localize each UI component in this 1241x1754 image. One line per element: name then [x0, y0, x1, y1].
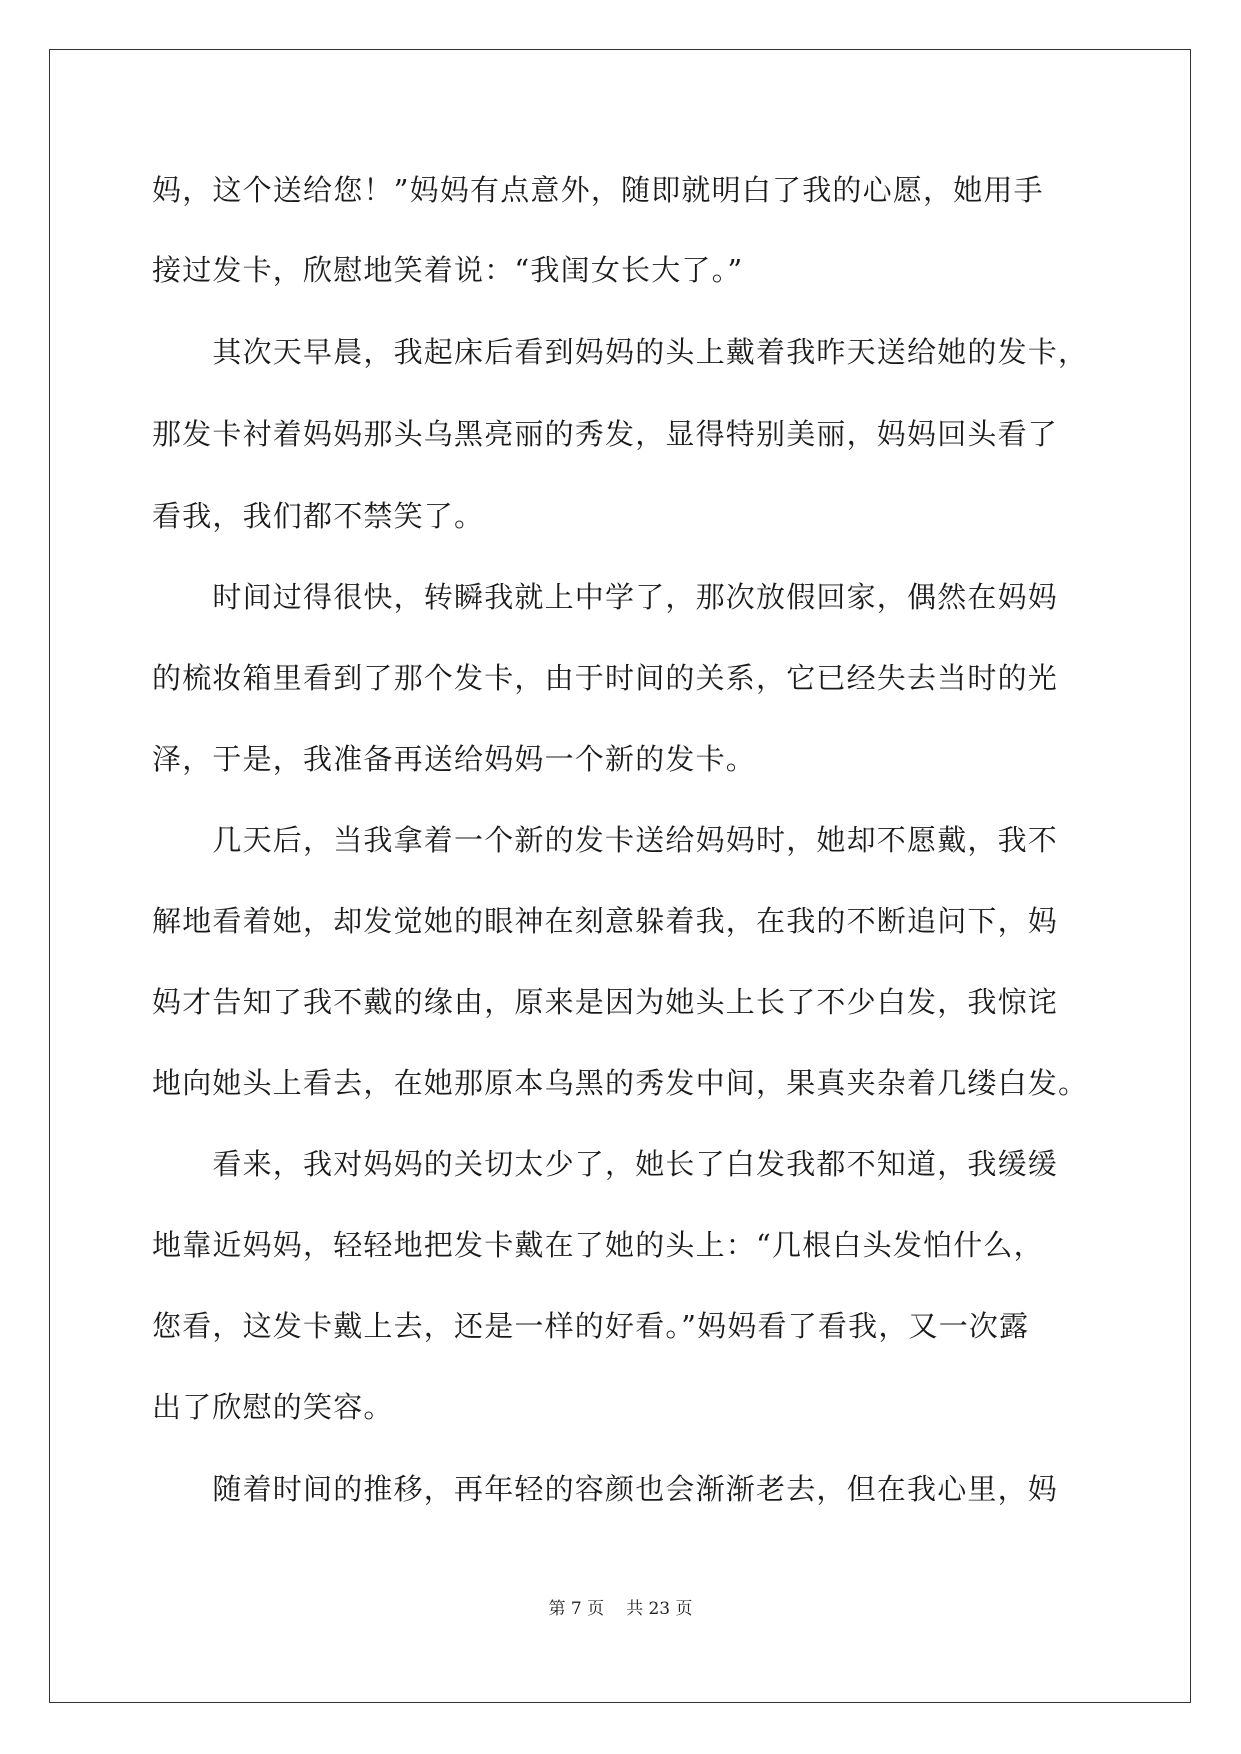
text-line: 随着时间的推移，再年轻的容颜也会渐渐老去，但在我心里，妈 — [152, 1472, 1059, 1506]
text-line: 的梳妆箱里看到了那个发卡，由于时间的关系，它已经失去当时的光 — [152, 661, 1059, 695]
text-line: 接过发卡，欣慰地笑着说：“我闺女长大了。” — [152, 253, 744, 287]
text-line: 看我，我们都不禁笑了。 — [152, 499, 485, 533]
text-line: 那发卡衬着妈妈那头乌黑亮丽的秀发，显得特别美丽，妈妈回头看了 — [152, 417, 1059, 451]
text-line: 地向她头上看去，在她那原本乌黑的秀发中间，果真夹杂着几缕白发。 — [152, 1066, 1089, 1100]
page-border — [49, 49, 1191, 1703]
text-line: 看来，我对妈妈的关切太少了，她长了白发我都不知道，我缓缓 — [152, 1147, 1059, 1181]
text-line: 妈，这个送给您！”妈妈有点意外，随即就明白了我的心愿，她用手 — [152, 173, 1044, 207]
text-line: 出了欣慰的笑容。 — [152, 1390, 394, 1424]
text-line: 其次天早晨，我起床后看到妈妈的头上戴着我昨天送给她的发卡， — [152, 335, 1089, 369]
text-line: 地靠近妈妈，轻轻地把发卡戴在了她的头上：“几根白头发怕什么， — [152, 1228, 1044, 1262]
text-line: 时间过得很快，转瞬我就上中学了，那次放假回家，偶然在妈妈 — [152, 580, 1059, 614]
page-total: 共 23 页 — [626, 1599, 693, 1619]
page-number: 第 7 页 — [548, 1599, 605, 1619]
text-line: 几天后，当我拿着一个新的发卡送给妈妈时，她却不愿戴，我不 — [152, 823, 1059, 857]
page-footer — [0, 1597, 1241, 1621]
text-line: 泽，于是，我准备再送给妈妈一个新的发卡。 — [152, 742, 757, 776]
text-line: 您看，这发卡戴上去，还是一样的好看。”妈妈看了看我，又一次露 — [152, 1309, 1030, 1343]
text-line: 妈才告知了我不戴的缘由，原来是因为她头上长了不少白发，我惊诧 — [152, 985, 1059, 1019]
text-line: 解地看着她，却发觉她的眼神在刻意躲着我，在我的不断追问下，妈 — [152, 904, 1059, 938]
